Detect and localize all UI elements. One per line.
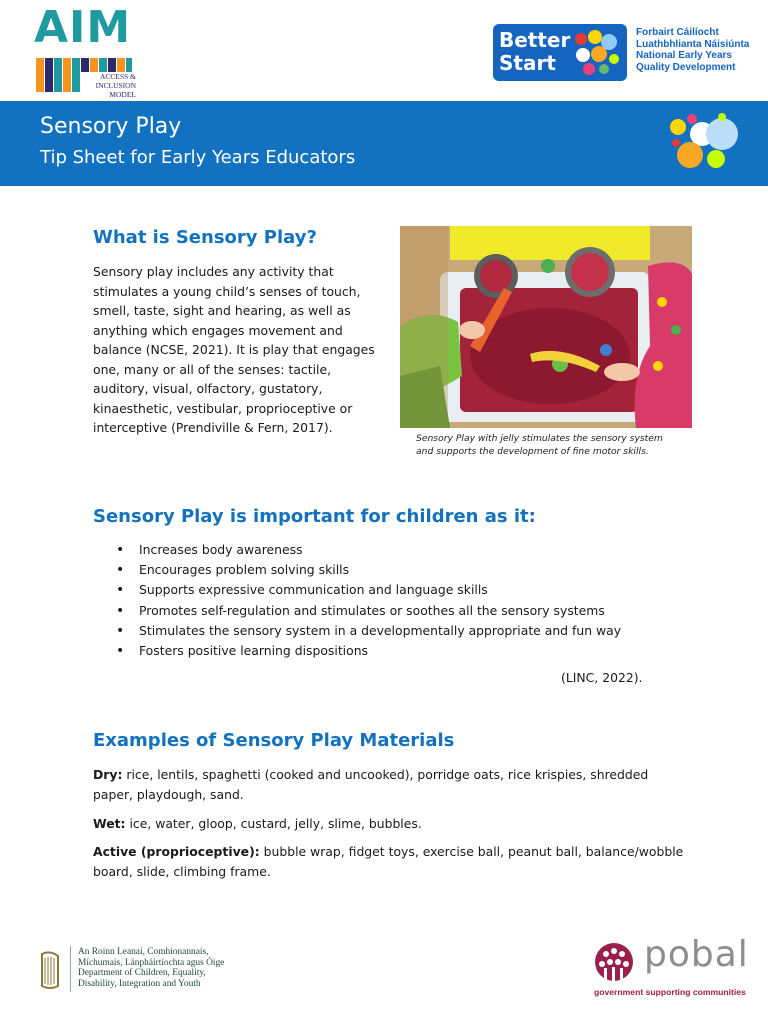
pobal-tagline: government supporting communities	[594, 987, 746, 997]
active-text-line1: bubble wrap, fidget toys, exercise ball, peanut ball, balance/wobble	[259, 844, 684, 859]
photo-caption-line2: and supports the development of fine motor skills.	[416, 446, 649, 457]
list-item: • Promotes self-regulation and stimulates or soothes all the sensory systems	[114, 601, 621, 621]
intro-line: kinaesthetic, vestibular, proprioceptive or	[93, 400, 353, 416]
list-item: • Increases body awareness	[114, 540, 621, 560]
sensory-play-photo	[400, 226, 692, 428]
aim-logo	[34, 2, 146, 99]
department-logo-text	[78, 947, 278, 989]
intro-line: stimulates a young child’s senses of touch,	[93, 283, 361, 299]
aim-sub-line2: INCLUSION MODEL	[95, 81, 136, 99]
better-start-tagline	[636, 27, 766, 73]
pobal-people-icon	[590, 940, 638, 984]
list-item: • Encourages problem solving skills	[114, 560, 621, 580]
aim-logo-word: AIM	[34, 2, 132, 53]
photo-caption-line1: Sensory Play with jelly stimulates the sensory system	[416, 433, 663, 444]
better-start-dots-icon	[571, 29, 623, 77]
section-heading-what-is: What is Sensory Play?	[93, 227, 317, 248]
intro-line: interceptive (Prendiville & Fern, 2017).	[93, 420, 333, 435]
intro-line: one, many or all of the senses: tactile,	[93, 361, 332, 377]
intro-line: smell, taste, sight and hearing, as well as	[93, 303, 351, 318]
tagline-line3: National Early Years	[636, 50, 732, 61]
materials-active	[93, 842, 693, 881]
colour-dots-icon	[664, 111, 744, 177]
reference-linc: (LINC, 2022).	[561, 670, 643, 685]
photo-caption	[416, 432, 686, 458]
better-start-logo	[493, 24, 627, 81]
dry-text-line2: paper, playdough, sand.	[93, 786, 244, 802]
intro-paragraph	[93, 262, 393, 438]
page-subtitle: Tip Sheet for Early Years Educators	[40, 147, 356, 168]
intro-line: Sensory play includes any activity that	[93, 264, 334, 279]
better-start-word1: Better	[499, 28, 571, 52]
harp-icon	[36, 950, 64, 992]
wet-text: ice, water, gloop, custard, jelly, slime, bubbles.	[125, 816, 422, 831]
list-item: • Stimulates the sensory system in a developmentally appropriate and fun way	[114, 621, 621, 641]
intro-line: anything which engages movement and	[93, 322, 343, 338]
tagline-line4: Quality Development	[636, 61, 736, 73]
aim-logo-subtitle	[92, 72, 136, 99]
list-item: • Fosters positive learning dispositions	[114, 641, 621, 661]
footer-divider	[70, 946, 71, 992]
active-label: Active (proprioceptive):	[93, 844, 260, 859]
list-item: • Supports expressive communication and language skills	[114, 580, 621, 600]
active-text-line2: board, slide, climbing frame.	[93, 863, 271, 879]
better-start-word2: Start	[499, 51, 556, 75]
dry-label: Dry:	[93, 767, 123, 782]
dept-english-line2: Disability, Integration and Youth	[78, 978, 201, 989]
section-heading-importance: Sensory Play is important for children as it:	[93, 506, 536, 527]
section-heading-materials: Examples of Sensory Play Materials	[93, 730, 455, 751]
dept-english-line1: Department of Children, Equality,	[78, 968, 206, 979]
intro-line: balance (NCSE, 2021). It is play that engages	[93, 342, 375, 357]
intro-line: auditory, visual, olfactory, gustatory,	[93, 381, 323, 396]
materials-dry	[93, 765, 693, 804]
jelly-tray-image	[400, 226, 692, 428]
aim-sub-line1: ACCESS &	[99, 72, 136, 81]
dry-text-line1: rice, lentils, spaghetti (cooked and uncooked), porridge oats, rice krispies, shredded	[122, 767, 649, 782]
dept-irish-line1: An Roinn Leanaí, Comhionannais,	[78, 947, 209, 957]
tagline-line1: Forbairt Cáilíocht	[636, 27, 719, 38]
materials-wet	[93, 814, 693, 834]
wet-label: Wet:	[93, 816, 126, 831]
tagline-line2: Luathbhlianta Náisiúnta	[636, 38, 750, 50]
dept-irish-line2: Míchumais, Lánpháirtíochta agus Óige	[78, 957, 225, 968]
benefits-list	[114, 540, 621, 661]
pobal-wordmark: pobal	[644, 934, 749, 975]
page-title: Sensory Play	[40, 114, 182, 139]
title-banner	[0, 101, 768, 186]
